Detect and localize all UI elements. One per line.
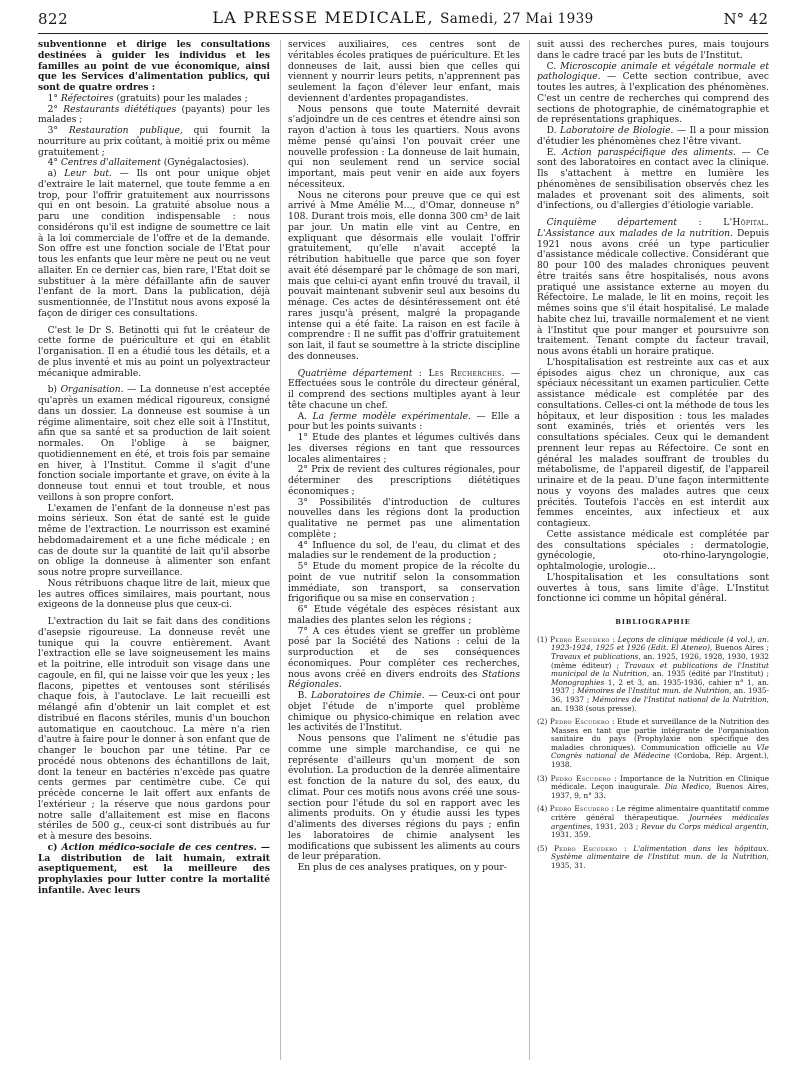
paragraph: Nous pensons que toute Maternité devrait s'adjoindre un de ces centres et étendre ainsi son rayon d'action à tous les quartiers. Nous avons même pensé qu'ainsi l'on pouvait créer une nouvelle profession : La donneuse de lait humain, qui non seulement rend un service social important, mais peut venir en aide aux foyers nécessiteux.	[288, 104, 520, 190]
bibliography-entry: (4) Pedro Escudero : Le régime alimentaire quantitatif comme critère général thérapeutique. Journées médicales argentines, 1931, 203 ; Revue du Corps médical argentin, 1931, 359.	[537, 804, 769, 840]
list-item: 1° Réfectoires (gratuits) pour les malades ;	[47, 93, 248, 104]
paragraph: L'extraction du lait se fait dans des conditions d'asepsie rigoureuse. La donneuse revêt une tunique qui la couvre entièrement. Avant l'extraction elle se lave soigneusement les mains et la poitrine, elle introduit son visage dans une cagoule, en fil, qui ne laisse voir que les yeux ; les flacons, pipettes et ventouses sont stérilisés chaque fois, à l'autoclave. Le lait recueilli est mélangé afin d'obtenir un lait complet et est distribué en flacons stériles, munis d'un bouchon automatique en caoutchouc. La mère n'a rien d'autre à faire pour le donner à son enfant que de changer le bouchon par une tétine. Par ce procédé nous obtenons des échantillons de lait, dont la teneur en bactéries n'excède pas quatre cents germes par centimètre cube. Ce qui précède concerne le lait offert aux enfants de l'extérieur ; la réserve que nous gardons pour notre salle d'allaitement est mise en flacons stériles de 500 g., ceux-ci sont distribués au fur et à mesure des besoins.	[38, 617, 270, 842]
paragraph: D. Laboratoire de Biologie. — Il a pour mission d'étudier les phénomènes chez l'être vivant.	[537, 126, 769, 147]
paragraph: En plus de ces analyses pratiques, on y pour-	[297, 863, 507, 873]
publication-name: LA PRESSE MEDICALE,	[212, 8, 434, 27]
bibliography-entry: (3) Pedro Escudero : Importance de la Nutrition en Clinique médicale. Leçon inaugurale. Dia Medico, Buenos Aires, 1937, 9, n° 33.	[537, 773, 769, 800]
paragraph: a) Leur but. — Ils ont pour unique objet d'extraire le lait maternel, que toute femme a en trop, pour l'offrir gratuitement aux nourrissons qui en ont besoin. La gratuité absolue nous a paru une condition indispensable : nous considérons qu'il est indigne de soumettre ce lait à la loi commerciale de l'offre et de la demande. Son offre est une fonction sociale de l'Etat pour tous les enfants que leur mère ne peut ou ne veut allaiter. En ce dernier cas, bien rare, l'Etat doit se substituer à la mère défaillante afin de sauver l'enfant de la mort. Dans la publication, déjà susmentionnée, de l'Institut nous avons exposé la façon de diriger ces consultations.	[38, 169, 270, 319]
page-number: 822	[38, 10, 69, 28]
bibliography-heading: BIBLIOGRAPHIE	[615, 618, 691, 626]
paragraph: Cette assistance médicale est complétée par des consultations spéciales : dermatologie, gynécologie, oto-rhino-laryngologie, ophtalmologie, urologie...	[537, 529, 769, 572]
paragraph: A. La ferme modèle expérimentale. — Elle a pour but les points suivants :	[288, 411, 520, 433]
paragraph: Nous pensons que l'aliment ne s'étudie pas comme une simple marchandise, ce qui ne représente d'ailleurs qu'un moment de son évolution. La production de la denrée alimentaire est fonction de la nature du sol, des eaux, du climat. Pour ces motifs nous avons créé une sous-section pour l'étude du sol en rapport avec les aliments produits. On y étudie aussi les types d'aliments des diverses régions du pays ; enfin les laboratoires de chimie analysent les modifications que subissent les aliments au cours de leur préparation.	[288, 734, 520, 863]
list-item: 3° Possibilités d'introduction de cultures nouvelles dans les régions dont la production qualitative ne permet pas une alimentation complète ;	[288, 497, 520, 540]
column-divider	[280, 40, 281, 1060]
paragraph: Nous rétribuons chaque litre de lait, mieux que les autres offices similaires, mais pourtant, nous exigeons de la donneuse plus que ceux-ci.	[38, 578, 270, 611]
paragraph: C. Microscopie animale et végétale normale et pathologique. — Cette section contribue, avec toutes les autres, à l'explication des phénomènes. C'est un centre de recherches qui comprend des sections de photographie, de cinématographie et de représentations graphiques.	[537, 61, 769, 126]
paragraph: L'examen de l'enfant de la donneuse n'est pas moins sérieux. Son état de santé est le guide même de l'extraction. Le nourrisson est examiné hebdomadairement et a une fiche médicale ; en cas de doute sur la quantité de lait qu'il absorbe on oblige la donneuse à alimenter son enfant sous notre propre surveillance.	[38, 503, 270, 578]
list-item: 6° Etude végétale des espèces résistant aux maladies des plantes selon les régions ;	[288, 605, 520, 626]
section-heading-paragraph: Quatrième département : Les Recherches. — Effectuées sous le contrôle du directeur général, il comprend des sections multiples ayant à leur tête chacune un chef.	[288, 368, 520, 411]
column-2	[288, 40, 520, 1060]
list-item: 1° Etude des plantes et légumes cultivés dans les diverses régions en tant que ressources locales alimentaires ;	[288, 433, 520, 465]
column-divider	[529, 40, 530, 1060]
list-item: 2° Restaurants diététiques (payants) pour les malades ;	[38, 104, 270, 126]
paragraph: L'hospitalisation est restreinte aux cas et aux épisodes aigus chez un chronique, aux cas spéciaux nécessitant un examen particulier. Cette assistance médicale est complétée par des consultations. Celles-ci ont la méthode de tous les hôpitaux, et leur disposition : tous les malades sont examinés, triés et orientés vers les consultations spéciales. Ceux qui le demandent prennent leur repas au Réfectoire. Ce sont en général les malades souffrant de troubles du métabolisme, de l'appareil digestif, de l'appareil urinaire et de la peau. D'une façon intermittente nous y voyons des malades autres que ceux précités. Toutefois l'accès en est interdit aux femmes enceintes, aux infectieux et aux contagieux.	[537, 357, 769, 529]
paragraph: Nous ne citerons pour preuve que ce qui est arrivé à Mme Amélie M..., d'Omar, donneuse n° 108. Durant trois mois, elle donna 300 cm³ de lait par jour. Un matin elle vint au Centre, en expliquant que désormais elle voulait l'offrir gratuitement, qu'elle n'avait accepté la rétribution habituelle que parce que son foyer avait été désemparé par le chômage de son mari, mais que celui-ci ayant enfin trouvé du travail, il pouvait maintenant subvenir seul aux besoins du ménage. Ces actes de désintéressement ont été rares jusqu'à présent, malgré la propagande intense qui a été faite. La raison en est facile à comprendre : Il ne suffit pas d'offrir gratuitement son lait, il faut se soumettre à la stricte discipline des donneuses.	[288, 190, 520, 362]
list-item: 2° Prix de revient des cultures régionales, pour déterminer des prescriptions diététiques économiques ;	[288, 465, 520, 497]
paragraph: services auxiliaires, ces centres sont de véritables écoles pratiques de puériculture. Et les donneuses de lait, aussi bien que celles qui viennent y nourrir leurs petits, n'apprennent pas seulement la façon d'élever leur enfant, mais deviennent d'ardentes propagandistes.	[288, 40, 520, 104]
bibliography-entry: (1) Pedro Escudero : Leçons de clinique médicale (4 vol.), an. 1923-1924, 1925 et 1926 (Edit. El Ateneo), Buenos Aires ; Travaux et publications, an. 1925, 1926, 1928, 1930, 1932 (même éditeur) ; Travaux et publications de l'Institut municipal de la Nutrition, an. 1935 (édité par l'Institut) ; Monographies 1, 2 et 3, an. 1935-1936, cahier n° 1, an. 1937 ; Mémoires de l'Institut mun. de Nutrition, an. 1935-36, 1937 ; Mémoires de l'Institut national de la Nutrition, an. 1938 (sous presse).	[537, 634, 769, 713]
bibliography-list	[537, 636, 769, 871]
paragraph: E. Action paraspécifique des aliments. — Ce sont des laboratoires en contact avec la clinique. Ils s'attachent à mettre en lumière les phénomènes de sensibilisation observés chez les malades et provenant soit des aliments, soit d'infections, ou d'allergies d'étiologie variable.	[537, 147, 769, 212]
list-item: 7° A ces études vient se greffer un problème posé par la Société des Nations : celui de la surproduction et de ses conséquences économiques. Pour compléter ces recherches, nous avons créé en divers endroits des Stations Régionales.	[288, 626, 520, 691]
list-item: 3° Restauration publique, qui fournit la nourriture au prix coûtant, à moitié prix ou même gratuitement ;	[38, 126, 270, 158]
paragraph: b) Organisation. — La donneuse n'est acceptée qu'après un examen médical rigoureux, consigné dans un dossier. La donneuse est soumise à un régime alimentaire, soit chez elle soit à l'Institut, afin que sa santé et sa production de lait soient normales. On l'oblige à se baigner, quotidiennement en été, et trois fois par semaine en hiver, à l'Institut. Comme il s'agit d'une fonction sociale importante et grave, on évite à la donneuse tout ennui et tout trouble, et nous veillons à son propre confort.	[38, 385, 270, 503]
header-rule	[38, 33, 768, 34]
bibliography-entry: (5) Pedro Escudero : L'alimentation dans les hôpitaux. Système alimentaire de l'Institut mun. de la Nutrition, 1935, 31.	[537, 843, 769, 870]
list-item: 4° Influence du sol, de l'eau, du climat et des maladies sur le rendement de la production ;	[288, 540, 520, 562]
paragraph: C'est le Dr S. Betinotti qui fut le créateur de cette forme de puériculture et qui en établit l'organisation. Il en a étudié tous les détails, et a de plus inventé et mis au point un polyextracteur mécanique admirable.	[38, 325, 270, 379]
running-title	[38, 8, 768, 27]
paragraph: subventionne et dirige les consultations destinées à guider les individus et les familles au point de vue économique, ainsi que les Services d'alimentation publics, qui sont de quatre ordres :	[38, 40, 270, 93]
paragraph: L'hospitalisation et les consultations sont ouvertes à tous, sans limite d'âge. L'Institut fonctionne ici comme un hôpital général.	[537, 572, 769, 605]
paragraph: c) Action médico-sociale de ces centres. — La distribution de lait humain, extrait aseptiquement, est la meilleure des prophylaxies pour lutter contre la mortalité infantile. Avec leurs	[38, 841, 270, 896]
column-1	[38, 40, 270, 1060]
page-header	[38, 4, 768, 34]
section-heading-paragraph: Cinquième département : L'Hôpital. L'Assistance aux malades de la nutrition. Depuis 1921 nous avons créé un type particulier d'assistance médicale collective. Considérant que 80 pour 100 des malades chroniques peuvent être traités sans être hospitalisés, nous avons pratiqué une assistance externe au moyen du Réfectoire. Le malade, le lit en moins, reçoit les mêmes soins que s'il était hospitalisé. Le malade habite chez lui, travaille normalement et ne vient à l'Institut que pour manger et poursuivre son traitement. Tenant compte du facteur travail, nous avons établi un horaire pratique.	[537, 218, 769, 357]
issue-date: Samedi, 27 Mai 1939	[440, 11, 594, 27]
list-item: 4° Centres d'allaitement (Gynégalactosies).	[47, 158, 250, 169]
column-3	[537, 40, 769, 1060]
bibliography-entry: (2) Pedro Escudero : Etude et surveillance de la Nutrition des Masses en tant que partie intégrante de l'organisation sanitaire du pays (Prophylaxie non spécifique des maladies chroniques). Communication officielle au VIe Congrès national de Médecine (Cordoba, Rép. Argent.), 1938.	[537, 717, 769, 770]
paragraph: B. Laboratoires de Chimie. — Ceux-ci ont pour objet l'étude de n'importe quel problème chimique ou physico-chimique en relation avec les activités de l'Institut.	[288, 691, 520, 734]
list-item: 5° Etude du moment propice de la récolte du point de vue nutritif selon la consommation immédiate, son transport, sa conservation frigorifique ou sa mise en conservation ;	[288, 562, 520, 605]
paragraph: suit aussi des recherches pures, mais toujours dans le cadre tracé par les buts de l'Institut.	[537, 40, 769, 61]
issue-number: N° 42	[723, 10, 768, 28]
